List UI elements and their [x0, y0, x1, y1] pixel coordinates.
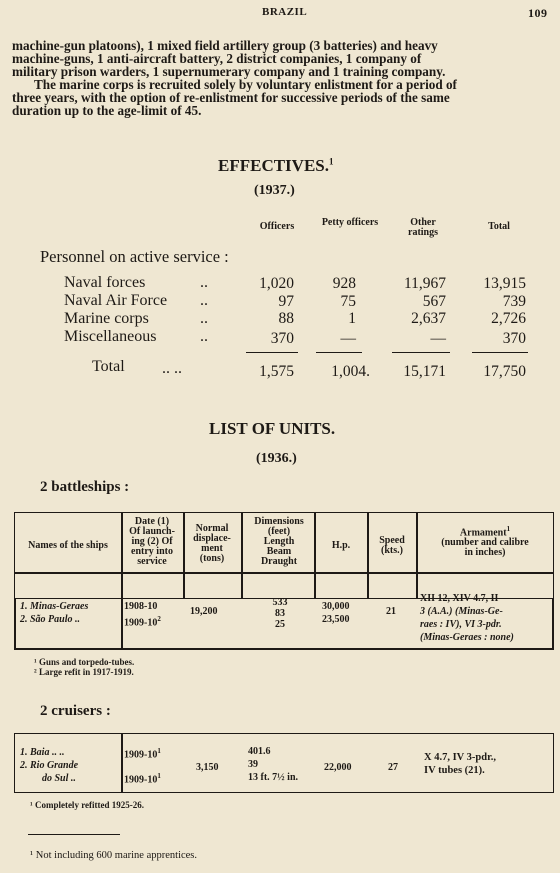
intro-line-4: The marine corps is recruited solely by voluntary enlistment for a period of	[34, 77, 457, 92]
col-other-ratings: Other ratings	[408, 217, 438, 238]
battleship-dates: 1908-10 $1909-10^2$	[124, 601, 161, 629]
th-displacement: Normal displace- ment (tons)	[193, 523, 231, 564]
th-armament: Armament$^1$ (number and calibre in inches)	[441, 525, 529, 559]
cruiser-dates: $1909-10^1$ $1909-10^1$	[124, 747, 161, 786]
units-title: LIST OF UNITS.	[209, 419, 336, 438]
th-dimensions: Dimensions (feet) Length Beam Draught	[254, 516, 304, 567]
battleship-armament: XII 12, XIV 4.7, II 3 (A.A.) (Minas-Ge- raes : IV), VI 3-pdr. (Minas-Geraes : none)	[420, 593, 514, 643]
footnote-rule	[28, 834, 120, 835]
list-item: 2. São Paulo ..	[20, 614, 81, 625]
page-number: 109	[528, 6, 548, 20]
col-total: Total	[488, 221, 510, 232]
th-hp: H.p.	[331, 540, 351, 551]
list-item: 1. Minas-Geraes	[20, 601, 89, 612]
table-rule	[121, 598, 123, 649]
page-footnote: ¹ Not including 600 marine apprentices.	[30, 850, 198, 861]
th-speed: Speed (kts.)	[379, 535, 405, 556]
document-page: BRAZIL 109 machine-gun platoons), 1 mixed field artillery group (3 batteries) and heavy machine-guns, 1 anti-aircraft battery, 2 district companies, 1 company of military prison warders, 1 supernumerary company and 1 training company. The marine corps is recruited solely by voluntary enlistment for a period of three years, with the option of re-enlistment for successive periods of the same duration up to the age-limit of 45. EFFECTIVES.$^1$ (1937.) Officers Petty officers Other ratings Total Personnel on active service : Naval forces .. 1,020 928 11,967 13,915 Naval Air Force .. 97 75 567 739 Marine corps .. 88 1 2,637 2,726 Miscellaneous .. 370 — — 370 Total .. .. 1,575 1,004. 15,171 17,750 LIST OF UNITS. (1936.) 2 battleships : Names of the ships Date (1) Of launch- ing (2) Of entry into service Normal displace- ment (tons) Dimensions (feet) Length Beam Draught H.p. Speed (kts.) Armament$^1$ (number and calibre in inches) 1. Minas-Geraes 2. São Paulo .. 1908-10 $1909-10^2$ 19,200 533 83 25 30,000 23,500 21 XII 12, XIV 4.7, II 3 (A.A.) (Minas-Ge- raes : IV), VI 3-pdr. (Minas-Geraes : none) ¹ Guns and torpedo-tubes. ² Large refit in 1917-1919. 2 cruisers : 1. Baia .. .. 2. Rio Grande do Sul .. $1909-10^1$ $1909-10^1$ 3,150 401.6 39 13 ft. 7½ in. 22,000 27 X 4.7, IV 3-pdr., IV tubes (21). ¹ Completely refitted 1925-26. ¹ Not including 600 marine apprentices.	[0, 0, 560, 873]
cruiser-hp: 22,000	[324, 762, 352, 773]
personnel-section-label: Personnel on active service :	[40, 247, 229, 266]
battleship-speed: 21	[386, 606, 396, 617]
table-rule	[552, 598, 554, 649]
cruiser-displacement: 3,150	[196, 762, 219, 773]
list-item: 1. Baia .. ..	[20, 747, 65, 758]
battleship-names	[20, 600, 88, 626]
battleships-heading: 2 battleships :	[40, 479, 130, 495]
cruiser-dimensions: 401.6 39 13 ft. 7½ in.	[248, 746, 298, 783]
total-rule	[392, 352, 450, 353]
cruiser-footnote: ¹ Completely refitted 1925-26.	[30, 800, 145, 810]
cruiser-speed: 27	[388, 762, 398, 773]
cruiser-armament: X 4.7, IV 3-pdr., IV tubes (21).	[424, 752, 497, 776]
total-rule	[246, 352, 298, 353]
col-officers: Officers	[259, 221, 295, 232]
battleship-footnote: ¹ Guns and torpedo-tubes.	[34, 657, 135, 667]
cruisers-heading: 2 cruisers :	[40, 703, 111, 719]
list-item: 2. Rio Grande	[20, 760, 79, 771]
list-item: do Sul ..	[42, 773, 76, 784]
total-rule	[316, 352, 362, 353]
battleship-footnote: ² Large refit in 1917-1919.	[34, 667, 134, 677]
intro-line-1: machine-gun platoons), 1 mixed field artillery group (3 batteries) and heavy	[12, 38, 438, 53]
intro-line-5: three years, with the option of re-enlistment for successive periods of the same	[12, 90, 450, 105]
cruiser-names	[20, 746, 78, 785]
col-petty-officers: Petty officers	[321, 217, 379, 228]
table-rule	[14, 598, 16, 649]
battleship-dimensions: 533 83 25	[272, 597, 288, 630]
th-date: Date (1) Of launch- ing (2) Of entry into service	[129, 516, 175, 567]
intro-line-6: duration up to the age-limit of 45.	[12, 103, 202, 118]
effectives-year: (1937.)	[254, 183, 295, 198]
table-rule	[14, 648, 554, 650]
effectives-title: EFFECTIVES.$^1$	[218, 156, 334, 175]
running-title: BRAZIL	[262, 6, 308, 18]
th-names: Names of the ships	[28, 540, 108, 551]
battleship-displacement: 19,200	[190, 606, 218, 617]
intro-line-2: machine-guns, 1 anti-aircraft battery, 2 district companies, 1 company of	[12, 51, 422, 66]
total-rule	[472, 352, 528, 353]
units-year: (1936.)	[256, 451, 297, 466]
battleship-hp: 30,000 23,500	[322, 601, 350, 625]
intro-line-3: military prison warders, 1 supernumerary company and 1 training company.	[12, 64, 446, 79]
